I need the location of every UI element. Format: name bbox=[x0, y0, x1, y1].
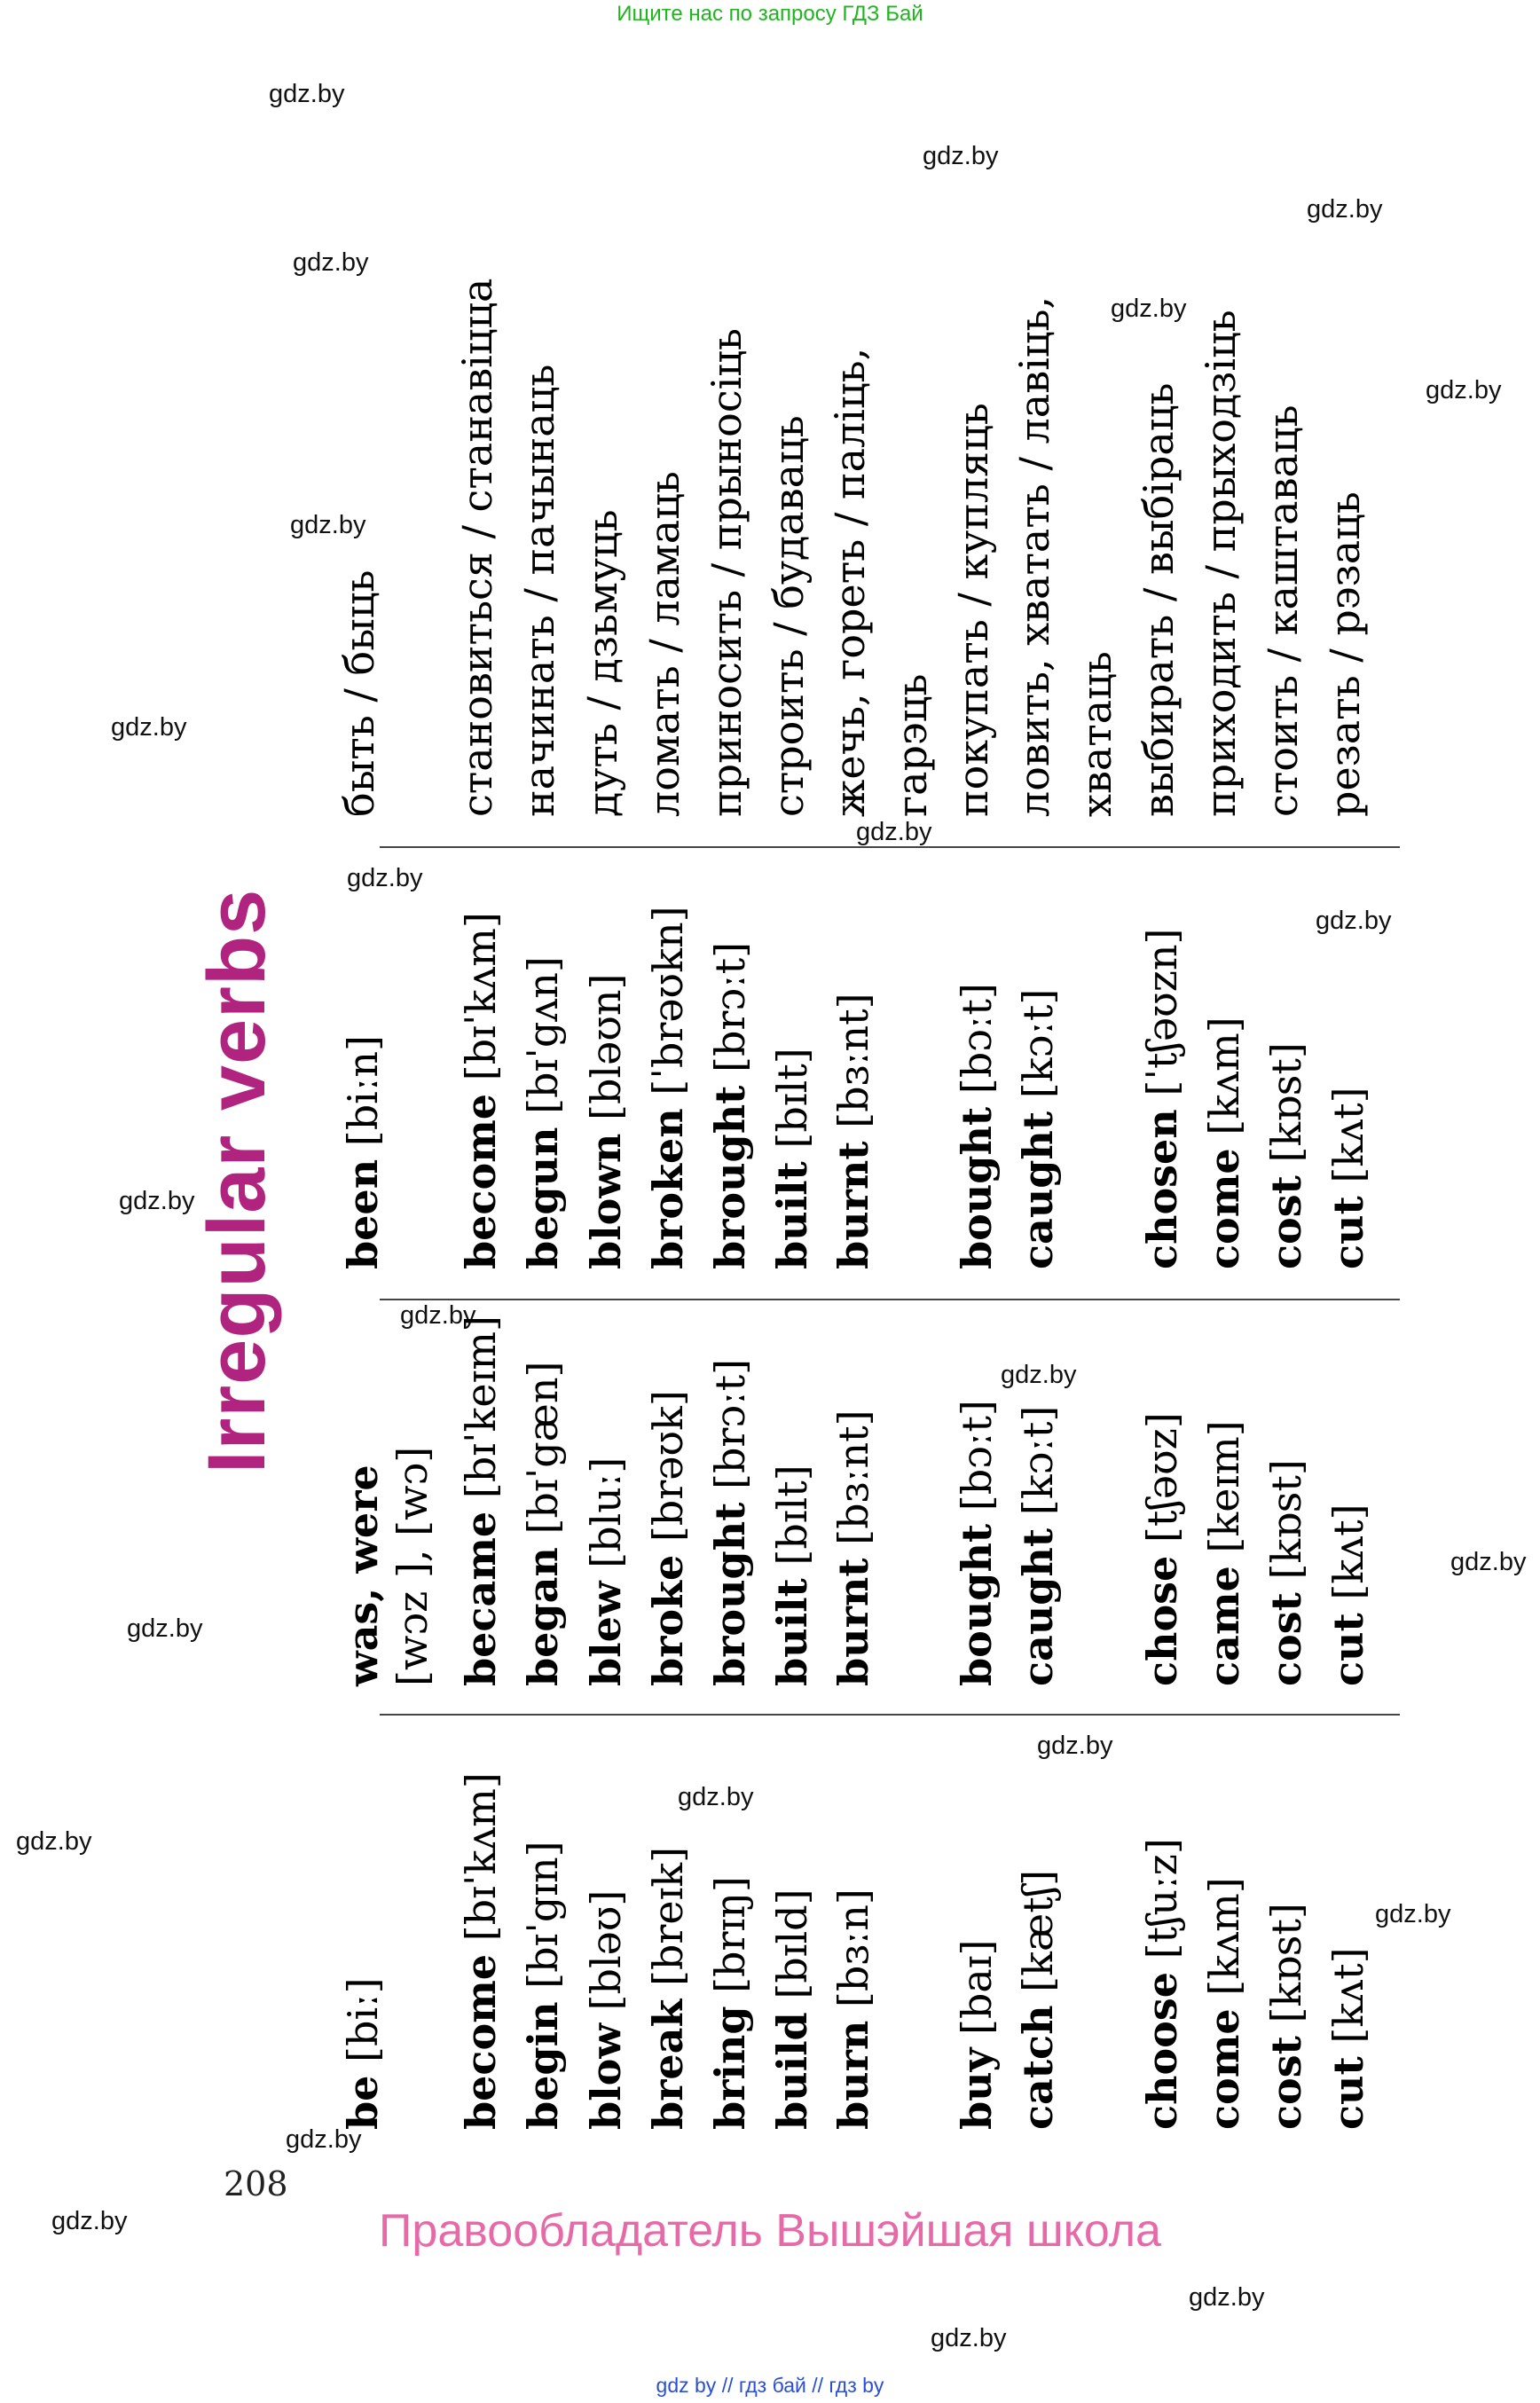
past-text bbox=[953, 1400, 1001, 1686]
watermark: gdz.by bbox=[111, 713, 187, 742]
base-cell bbox=[706, 1876, 754, 2130]
base-cell bbox=[953, 1939, 1001, 2130]
base-text bbox=[582, 1889, 630, 2130]
watermark: gdz.by bbox=[1189, 2283, 1265, 2312]
pp-text bbox=[1138, 928, 1186, 1270]
base-cell bbox=[1138, 1838, 1186, 2130]
past-transcription-cell bbox=[389, 1446, 436, 1686]
pp-text bbox=[953, 983, 1001, 1269]
base-text bbox=[519, 1841, 567, 2130]
base-cell bbox=[829, 1889, 877, 2130]
base-cell bbox=[1324, 1947, 1372, 2130]
base-transcription: [kʌt] bbox=[1324, 1947, 1372, 2044]
pp-text bbox=[706, 941, 754, 1269]
past-transcription: [bɔːt] bbox=[953, 1400, 1001, 1512]
translation-text: строить / будаваць bbox=[765, 415, 813, 817]
past-word: cost bbox=[1262, 1592, 1310, 1686]
translation-cell bbox=[453, 278, 501, 817]
base-word: catch bbox=[1014, 2005, 1062, 2130]
base-text bbox=[339, 1977, 387, 2130]
watermark: gdz.by bbox=[269, 80, 345, 108]
base-transcription: [kætʃ] bbox=[1014, 1869, 1062, 1992]
pp-cell bbox=[457, 912, 505, 1269]
translation-cell bbox=[1010, 295, 1058, 817]
past-cell bbox=[1262, 1459, 1310, 1686]
past-text bbox=[582, 1457, 630, 1686]
past-transcription: [bɪˈgæn] bbox=[519, 1361, 567, 1535]
translation-cell bbox=[1321, 491, 1369, 817]
base-word: choose bbox=[1138, 1972, 1186, 2130]
past-word: blew bbox=[582, 1581, 630, 1686]
past-transcription: [brəʊk] bbox=[644, 1390, 692, 1543]
translation-text: резать / рэзаць bbox=[1321, 491, 1369, 817]
watermark: gdz.by bbox=[931, 2324, 1007, 2352]
base-word: buy bbox=[953, 2047, 1001, 2130]
pp-word: been bbox=[339, 1158, 387, 1269]
past-transcription: [bɜːnt] bbox=[829, 1410, 877, 1545]
pp-transcription: [bɪˈgʌn] bbox=[519, 956, 567, 1114]
base-text bbox=[1324, 1947, 1372, 2130]
pp-text bbox=[768, 1048, 816, 1269]
divider bbox=[380, 1299, 1400, 1300]
translation-cell bbox=[1197, 310, 1245, 817]
pp-transcription: [kʌt] bbox=[1324, 1087, 1372, 1183]
past-cell bbox=[829, 1410, 877, 1686]
base-cell bbox=[1014, 1869, 1062, 2130]
pp-text bbox=[1014, 988, 1062, 1269]
pp-transcription: [ˈtʃəʊzn] bbox=[1138, 928, 1186, 1096]
pp-cell bbox=[519, 956, 567, 1269]
base-word: come bbox=[1200, 2008, 1248, 2130]
translation-cell bbox=[1135, 382, 1182, 817]
pp-word: cost bbox=[1262, 1175, 1310, 1269]
pp-word: cut bbox=[1324, 1196, 1372, 1269]
past-transcription: [kɔːt] bbox=[1014, 1405, 1062, 1516]
pp-cell bbox=[829, 993, 877, 1269]
divider bbox=[380, 846, 1400, 848]
past-cell bbox=[339, 1465, 387, 1686]
base-word: cost bbox=[1262, 2036, 1310, 2130]
watermark: gdz.by bbox=[1316, 907, 1392, 935]
past-word: bought bbox=[953, 1523, 1001, 1686]
past-word: came bbox=[1200, 1566, 1248, 1686]
translation-cell bbox=[515, 364, 563, 817]
base-transcription: [bɪˈgɪn] bbox=[519, 1841, 567, 1989]
base-text bbox=[1014, 1869, 1062, 2130]
base-cell bbox=[1262, 1903, 1310, 2130]
pp-word: begun bbox=[519, 1127, 567, 1269]
watermark: gdz.by bbox=[1307, 195, 1383, 224]
past-transcription: [wɔz ], [wɔ] bbox=[389, 1446, 436, 1686]
past-word: chose bbox=[1138, 1555, 1186, 1686]
watermark: gdz.by bbox=[119, 1187, 195, 1215]
pp-word: bought bbox=[953, 1106, 1001, 1269]
watermark: gdz.by bbox=[290, 511, 366, 539]
pp-transcription: [ˈbrəʊkn] bbox=[644, 906, 692, 1095]
past-transcription: [tʃəʊz] bbox=[1138, 1412, 1186, 1543]
translation-cell bbox=[826, 347, 874, 817]
past-cell bbox=[706, 1358, 754, 1686]
past-transcription: [bɪlt] bbox=[768, 1465, 816, 1566]
past-cell bbox=[644, 1390, 692, 1686]
translation-text: жечь, гореть / паліць, bbox=[826, 347, 874, 817]
pp-transcription: [kɔːt] bbox=[1014, 988, 1062, 1099]
translation-text: ловить, хватать / лавіць, bbox=[1010, 295, 1058, 817]
past-transcription: [bɪˈkeɪm] bbox=[457, 1315, 505, 1499]
page-number: 208 bbox=[224, 2164, 288, 2203]
pp-text bbox=[1200, 1017, 1248, 1269]
past-text bbox=[1200, 1420, 1248, 1686]
pp-word: blown bbox=[582, 1133, 630, 1269]
watermark: gdz.by bbox=[856, 818, 932, 846]
base-cell bbox=[644, 1846, 692, 2130]
base-text bbox=[706, 1876, 754, 2130]
base-transcription: [breɪk] bbox=[644, 1846, 692, 1987]
translation-text: начинать / пачынаць bbox=[515, 364, 563, 817]
base-word: begin bbox=[519, 2001, 567, 2130]
past-cell bbox=[1014, 1405, 1062, 1686]
base-transcription: [biː] bbox=[339, 1977, 387, 2062]
past-word: burnt bbox=[829, 1558, 877, 1686]
past-cell bbox=[582, 1457, 630, 1686]
watermark: gdz.by bbox=[400, 1301, 476, 1330]
watermark: gdz.by bbox=[51, 2207, 128, 2235]
pp-word: caught bbox=[1014, 1111, 1062, 1269]
base-cell bbox=[457, 1772, 505, 2130]
base-word: cut bbox=[1324, 2056, 1372, 2130]
base-cell bbox=[339, 1977, 387, 2130]
pp-cell bbox=[1014, 988, 1062, 1269]
base-transcription: [tʃuːz] bbox=[1138, 1838, 1186, 1959]
pp-word: brought bbox=[706, 1085, 754, 1269]
base-transcription: [kʌm] bbox=[1200, 1877, 1248, 1996]
base-text bbox=[1200, 1877, 1248, 2130]
watermark: gdz.by bbox=[293, 248, 369, 277]
footer-links[interactable]: gdz by // гдз бай // гдз by bbox=[656, 2374, 884, 2397]
pp-word: burnt bbox=[829, 1141, 877, 1269]
base-transcription: [bləʊ] bbox=[582, 1889, 630, 2011]
translation-text: выбирать / выбіраць bbox=[1135, 382, 1182, 817]
pp-word: become bbox=[457, 1093, 505, 1269]
base-word: become bbox=[457, 1953, 505, 2130]
base-text bbox=[1138, 1838, 1186, 2130]
past-transcription: [keɪm] bbox=[1200, 1420, 1248, 1553]
watermark: gdz.by bbox=[1111, 294, 1187, 323]
pp-cell bbox=[644, 906, 692, 1269]
pp-transcription: [kɒst] bbox=[1262, 1042, 1310, 1163]
base-word: burn bbox=[829, 2020, 877, 2130]
watermark: gdz.by bbox=[923, 142, 999, 170]
past-word: became bbox=[457, 1511, 505, 1686]
pp-word: chosen bbox=[1138, 1109, 1186, 1269]
base-word: break bbox=[644, 1999, 692, 2130]
past-transcription: [bluː] bbox=[582, 1457, 630, 1568]
top-search-link[interactable]: Ищите нас по запросу ГДЗ Бай bbox=[617, 2, 923, 26]
pp-cell bbox=[1324, 1087, 1372, 1269]
title-anchor bbox=[192, 888, 285, 1473]
translation-cell bbox=[640, 471, 688, 817]
past-word: built bbox=[768, 1578, 816, 1686]
base-text bbox=[1262, 1903, 1310, 2130]
past-transcription: [kɒst] bbox=[1262, 1459, 1310, 1580]
base-transcription: [bɪld] bbox=[768, 1889, 816, 1999]
pp-transcription: [bɜːnt] bbox=[829, 993, 877, 1128]
past-transcription: [kʌt] bbox=[1324, 1504, 1372, 1600]
base-transcription: [bɪˈkʌm] bbox=[457, 1772, 505, 1942]
pp-cell bbox=[1138, 928, 1186, 1269]
past-text bbox=[1324, 1504, 1372, 1686]
base-word: blow bbox=[582, 2023, 630, 2130]
pp-text bbox=[1324, 1087, 1372, 1269]
base-transcription: [brɪŋ] bbox=[706, 1876, 754, 1993]
divider bbox=[380, 1714, 1400, 1716]
base-word: build bbox=[768, 2012, 816, 2130]
base-text bbox=[768, 1889, 816, 2130]
watermark: gdz.by bbox=[1375, 1900, 1451, 1928]
pp-text bbox=[582, 973, 630, 1269]
pp-word: broken bbox=[644, 1108, 692, 1269]
pp-cell bbox=[582, 973, 630, 1269]
watermark: gdz.by bbox=[347, 864, 423, 892]
pp-cell bbox=[953, 983, 1001, 1269]
base-text bbox=[829, 1889, 877, 2130]
translation-cell bbox=[578, 509, 626, 817]
pp-text bbox=[829, 993, 877, 1269]
past-cell bbox=[1138, 1412, 1186, 1686]
base-cell bbox=[582, 1889, 630, 2130]
past-cell bbox=[519, 1361, 567, 1686]
translation-text: становиться / станавіцца bbox=[453, 278, 501, 817]
past-text bbox=[339, 1465, 387, 1686]
past-word: was, were bbox=[339, 1465, 387, 1686]
translation-cell bbox=[1259, 404, 1307, 817]
base-cell bbox=[519, 1841, 567, 2130]
pp-transcription: [kʌm] bbox=[1200, 1017, 1248, 1135]
watermark: gdz.by bbox=[1037, 1732, 1113, 1760]
past-text bbox=[706, 1358, 754, 1686]
translation-text: покупать / купляць bbox=[949, 403, 997, 817]
watermark: gdz.by bbox=[678, 1783, 754, 1811]
pp-transcription: [biːn] bbox=[339, 1035, 387, 1147]
past-text bbox=[644, 1390, 692, 1686]
pp-text bbox=[457, 912, 505, 1269]
base-transcription: [kɒst] bbox=[1262, 1903, 1310, 2023]
past-text bbox=[1014, 1405, 1062, 1686]
past-text bbox=[1138, 1412, 1186, 1686]
copyright-notice: Правообладатель Вышэйшая школа bbox=[379, 2205, 1161, 2257]
past-text bbox=[457, 1315, 505, 1686]
past-word: broke bbox=[644, 1554, 692, 1686]
pp-text bbox=[644, 906, 692, 1269]
watermark: gdz.by bbox=[1001, 1361, 1077, 1389]
past-word: cut bbox=[1324, 1613, 1372, 1686]
pp-word: come bbox=[1200, 1148, 1248, 1269]
translation-text-cont: гарэць bbox=[888, 673, 936, 817]
translation-text: стоить / каштаваць bbox=[1259, 404, 1307, 817]
translation-text: быть / быць bbox=[335, 569, 383, 817]
pp-transcription: [bɔːt] bbox=[953, 983, 1001, 1095]
pp-text bbox=[1262, 1042, 1310, 1269]
pp-transcription: [brɔːt] bbox=[706, 941, 754, 1072]
base-transcription: [baɪ] bbox=[953, 1939, 1001, 2036]
translation-cell-cont bbox=[888, 673, 936, 817]
pp-cell bbox=[1262, 1042, 1310, 1269]
translation-text: приходить / прыходзіць bbox=[1197, 310, 1245, 817]
past-cell bbox=[953, 1400, 1001, 1686]
base-word: be bbox=[339, 2075, 387, 2130]
translation-cell-cont bbox=[1072, 651, 1120, 817]
translation-text: ломать / ламаць bbox=[640, 471, 688, 817]
watermark: gdz.by bbox=[127, 1614, 203, 1643]
base-transcription: [bɜːn] bbox=[829, 1889, 877, 2008]
translation-text-cont: хватаць bbox=[1072, 651, 1120, 817]
pp-text bbox=[339, 1035, 387, 1269]
watermark: gdz.by bbox=[1426, 376, 1502, 404]
translation-text: приносить / прыносіць bbox=[703, 328, 750, 817]
past-cell bbox=[1324, 1504, 1372, 1686]
page-title: Irregular verbs bbox=[192, 888, 282, 1473]
past-cell bbox=[457, 1315, 505, 1686]
translation-cell bbox=[335, 569, 383, 817]
past-word: brought bbox=[706, 1502, 754, 1686]
base-text bbox=[644, 1846, 692, 2130]
watermark: gdz.by bbox=[1450, 1548, 1527, 1576]
past-text bbox=[519, 1361, 567, 1687]
pp-text bbox=[519, 956, 567, 1269]
past-text bbox=[829, 1410, 877, 1686]
pp-transcription: [bɪˈkʌm] bbox=[457, 912, 505, 1081]
past-text bbox=[1262, 1459, 1310, 1686]
watermark: gdz.by bbox=[16, 1827, 92, 1856]
translation-cell bbox=[703, 328, 750, 817]
past-word: began bbox=[519, 1547, 567, 1686]
past-transcription: [brɔːt] bbox=[706, 1358, 754, 1489]
base-word: bring bbox=[706, 2006, 754, 2130]
watermark: gdz.by bbox=[286, 2125, 362, 2154]
base-text bbox=[953, 1939, 1001, 2130]
pp-transcription: [bɪlt] bbox=[768, 1048, 816, 1149]
pp-cell bbox=[339, 1035, 387, 1269]
translation-text: дуть / дзьмуць bbox=[578, 509, 626, 817]
past-word: caught bbox=[1014, 1527, 1062, 1686]
base-text bbox=[457, 1772, 505, 2130]
pp-word: built bbox=[768, 1161, 816, 1269]
pp-transcription: [bləʊn] bbox=[582, 973, 630, 1120]
translation-cell bbox=[765, 415, 813, 817]
pp-cell bbox=[706, 941, 754, 1269]
past-text bbox=[768, 1465, 816, 1686]
